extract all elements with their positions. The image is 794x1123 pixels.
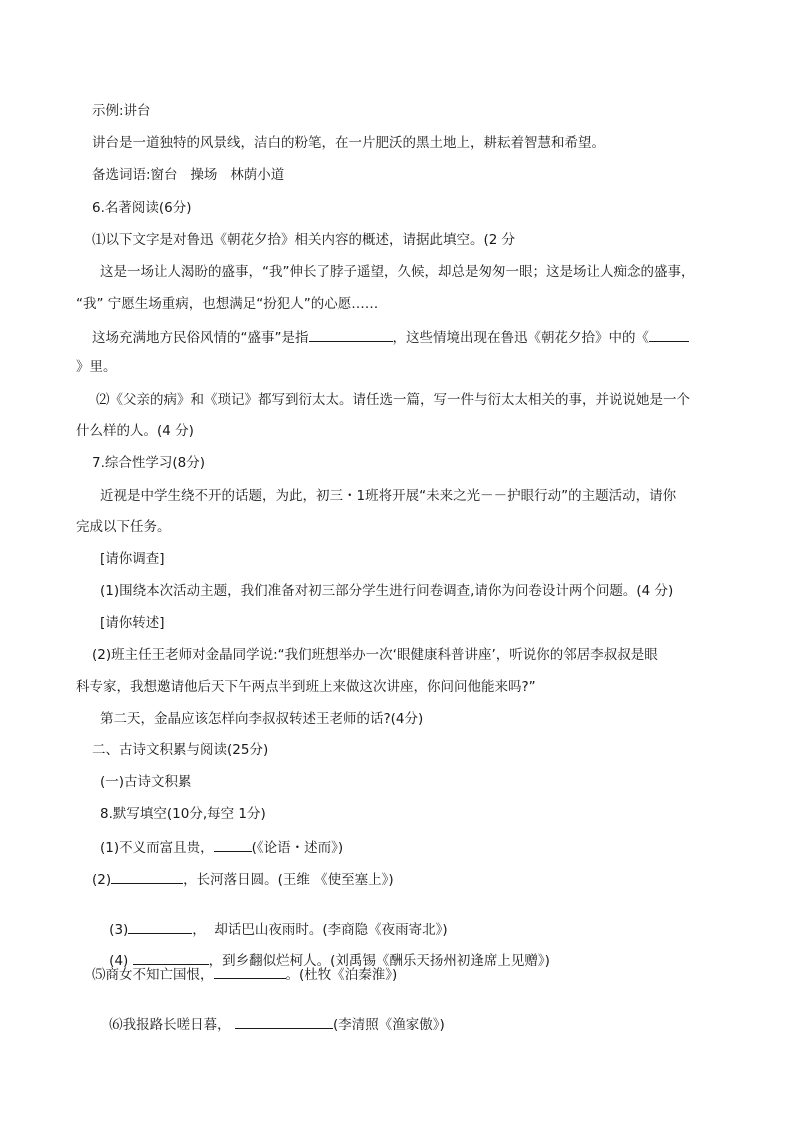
fill-blank-6[interactable] — [235, 1014, 333, 1029]
relay-quote-line1: (2)班主任王老师对金晶同学说:“我们班想举办一次‘眼健康科普讲座’，听说你的邻居李叔叔是眼 — [92, 647, 658, 663]
relay-quote-line2: 科专家，我想邀请他后天下午两点半到班上来做这次讲座，你问问他能来吗?” — [76, 679, 536, 695]
q6-passage-line2: “我” 宁愿生场重病，也想满足“扮犯人”的心愿…… — [76, 296, 379, 312]
q6-question-text-b: ，这些情境出现在鲁迅《朝花夕拾》中的《 — [392, 330, 649, 346]
q8-item-1: (1)不义而富且贵， (《论语・述而》) — [100, 837, 343, 857]
q8-title: 8.默写填空(10分,每空 1分) — [100, 806, 266, 822]
fill-blank-4[interactable] — [133, 950, 209, 965]
candidate-words: 备选词语:窗台 操场 林荫小道 — [92, 167, 285, 183]
q8-item-5: ⑸商女不知亡国恨， 。(杜牧《泊秦淮》) — [92, 964, 397, 984]
q8-item-4: (4) ，到乡翻似烂柯人。(刘禹锡《酬乐天扬州初逢席上见赠》) — [92, 932, 550, 988]
q8-item-2: (2) ，长河落日圆。(王维 《使至塞上》) — [92, 869, 394, 889]
fill-blank-1[interactable] — [214, 837, 252, 852]
relay-heading: [请你转述] — [100, 615, 165, 631]
q7-intro-line2: 完成以下任务。 — [76, 519, 171, 535]
survey-task: (1)围绕本次活动主题，我们准备对初三部分学生进行问卷调查,请你为问卷设计两个问题。(4 分) — [100, 583, 674, 599]
q6-part1-question — [92, 327, 689, 347]
q6-part2-line1: ⑵《父亲的病》和《琐记》都写到衍太太。请任选一篇，写一件与衍太太相关的事，并说说她是一个 — [96, 392, 690, 408]
answer-blank-event[interactable] — [309, 327, 393, 342]
q6-part1-intro: ⑴以下文字是对鲁迅《朝花夕拾》相关内容的概述，请据此填空。(2 分 — [92, 232, 516, 248]
answer-blank-chapter[interactable] — [649, 327, 689, 342]
q6-title: 6.名著阅读(6分) — [92, 200, 192, 216]
survey-heading: [请你调查] — [100, 551, 165, 567]
fill-blank-2[interactable] — [111, 869, 183, 884]
q7-intro-line1: 近视是中学生绕不开的话题，为此，初三・1班将开展“未来之光－－护眼行动”的主题活动，请你 — [100, 488, 677, 504]
section2-subtitle: (一)古诗文积累 — [100, 774, 192, 790]
relay-question: 第二天，金晶应该怎样向李叔叔转述王老师的话?(4分) — [100, 711, 424, 727]
example-label: 示例:讲台 — [92, 103, 151, 119]
q6-question-end: 》里。 — [76, 359, 117, 375]
q7-title: 7.综合性学习(8分) — [92, 455, 206, 471]
fill-blank-5[interactable] — [214, 964, 286, 979]
example-sentence: 讲台是一道独特的风景线，洁白的粉笔，在一片肥沃的黑土地上，耕耘着智慧和希望。 — [92, 135, 605, 151]
q6-passage-line1: 这是一场让人渴盼的盛事，“我”伸长了脖子遥望，久候，却总是匆匆一眼；这是场让人痴念的盛事， — [100, 264, 695, 280]
q8-item-6: ⑹我报路长嗟日暮， (李清照《渔家傲》) — [92, 996, 445, 1052]
q6-part2-line2: 什么样的人。(4 分) — [76, 423, 194, 439]
q6-question-text-a: 这场充满地方民俗风情的“盛事”是指 — [92, 330, 309, 346]
section2-title: 二、古诗文积累与阅读(25分) — [92, 742, 269, 758]
q8-item-3: (3) ， 却话巴山夜雨时。(李商隐《夜雨寄北》) — [92, 901, 448, 957]
